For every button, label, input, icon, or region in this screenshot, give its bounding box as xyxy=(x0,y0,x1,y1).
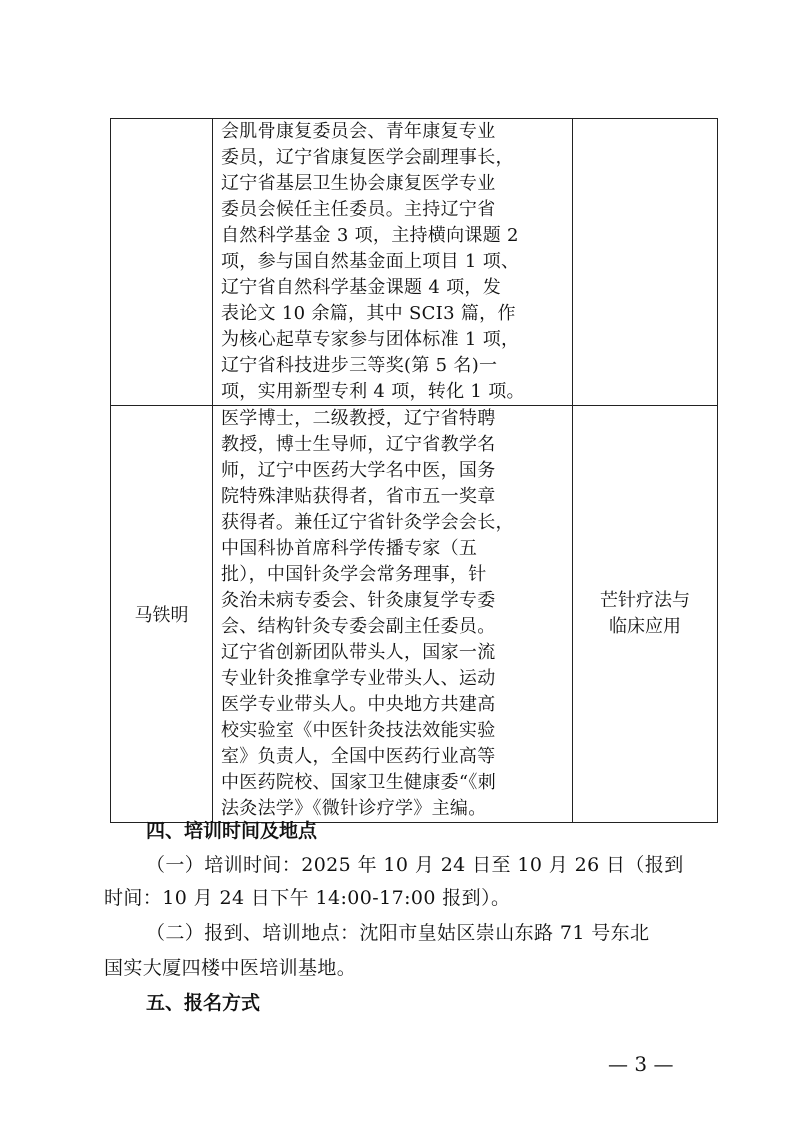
expert-bio-cell xyxy=(213,406,573,823)
course-topic-cell xyxy=(573,119,718,406)
expert-table xyxy=(110,118,718,823)
training-time-line-2: 时间：10 月 24 日下午 14:00-17:00 报到）。 xyxy=(104,887,511,909)
bio-line: 委员会候任主任委员。主持辽宁省 xyxy=(221,199,496,220)
bio-line: 辽宁省科技进步三等奖(第 5 名)一 xyxy=(221,355,498,376)
course-topic-cell xyxy=(573,406,718,823)
bio-line: 法灸法学》《微针诊疗学》主编。 xyxy=(221,798,487,819)
bio-line: 中医药院校、国家卫生健康委“《刺 xyxy=(221,772,497,793)
bio-line: 项，参与国自然基金面上项目 1 项、 xyxy=(221,251,520,272)
section-5-heading: 五、报名方式 xyxy=(146,992,261,1014)
bio-line: 会、结构针灸专委会副主任委员。 xyxy=(221,616,496,637)
bio-line: 辽宁省自然科学基金课题 4 项，发 xyxy=(221,277,501,298)
bio-line: 获得者。兼任辽宁省针灸学会会长， xyxy=(221,512,514,533)
training-location-line-2: 国实大厦四楼中医培训基地。 xyxy=(104,957,357,979)
bio-line: 师，辽宁中医药大学名中医，国务 xyxy=(221,460,496,481)
training-time-line-1: （一）培训时间：2025 年 10 月 24 日至 10 月 26 日（报到 xyxy=(146,854,684,876)
section-4-heading: 四、培训时间及地点 xyxy=(146,820,318,842)
bio-line: 医学专业带头人。中央地方共建高 xyxy=(221,694,496,715)
bio-line: 会肌骨康复委员会、青年康复专业 xyxy=(221,121,496,142)
training-location-line-1: （二）报到、培训地点：沈阳市皇姑区崇山东路 71 号东北 xyxy=(146,922,650,944)
bio-line: 委员，辽宁省康复医学会副理事长， xyxy=(221,147,514,168)
expert-bio-cell xyxy=(213,119,573,406)
expert-name-cell xyxy=(111,119,213,406)
course-topic xyxy=(573,588,717,640)
bio-line: 项，实用新型专利 4 项，转化 1 项。 xyxy=(221,381,525,402)
topic-line: 芒针疗法与 xyxy=(600,590,690,611)
bio-line: 批），中国针灸学会常务理事，针 xyxy=(221,564,487,585)
bio-line: 表论文 10 余篇，其中 SCI3 篇，作 xyxy=(221,303,516,324)
bio-line: 院特殊津贴获得者，省市五一奖章 xyxy=(221,486,496,507)
bio-line: 室》负责人，全国中医药行业高等 xyxy=(221,746,496,767)
bio-line: 教授，博士生导师，辽宁省教学名 xyxy=(221,434,496,455)
bio-line: 辽宁省基层卫生协会康复医学专业 xyxy=(221,173,496,194)
table-row xyxy=(111,406,718,823)
bio-line: 校实验室《中医针灸技法效能实验 xyxy=(221,720,496,741)
expert-bio xyxy=(221,406,566,822)
bio-line: 自然科学基金 3 项，主持横向课题 2 xyxy=(221,225,519,246)
bio-line: 中国科协首席科学传播专家（五 xyxy=(221,538,478,559)
bio-line: 辽宁省创新团队带头人，国家一流 xyxy=(221,642,496,663)
expert-name-cell: 马铁明 xyxy=(111,406,213,823)
topic-line: 临床应用 xyxy=(609,616,681,637)
bio-line: 灸治未病专委会、针灸康复学专委 xyxy=(221,590,496,611)
expert-bio xyxy=(221,119,566,405)
bio-line: 为核心起草专家参与团体标准 1 项， xyxy=(221,329,520,350)
bio-line: 医学博士，二级教授，辽宁省特聘 xyxy=(221,408,496,429)
bio-line: 专业针灸推拿学专业带头人、运动 xyxy=(221,668,496,689)
table-row xyxy=(111,119,718,406)
page-number: — 3 — xyxy=(608,1052,674,1076)
